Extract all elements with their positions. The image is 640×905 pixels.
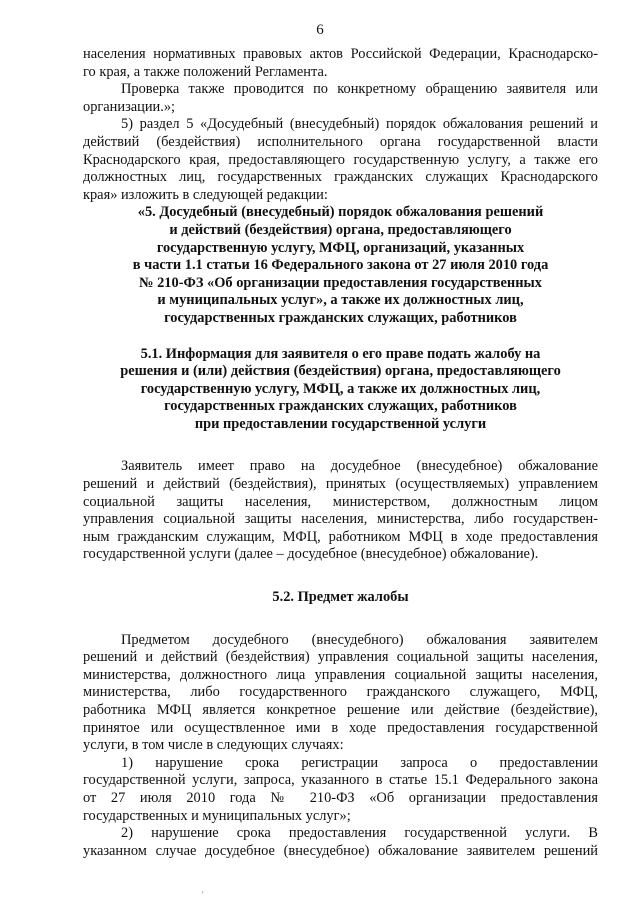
text-line: министерства, либо государственного гражданского служащего, МФЦ, [83,684,598,701]
paragraph-check [83,81,598,116]
text-line: управления социальной защиты населения, министерства, либо государствен- [83,511,598,528]
text-line: решений и действий (бездействия), принятых (осуществляемых) управлением [83,476,598,493]
text-line: должностных лиц, государственных гражданских служащих Краснодарского [83,169,598,186]
text-line: 1) нарушение срока регистрации запроса о предоставлении [121,754,598,771]
text-line: ным гражданским служащим, МФЦ, работником МФЦ в ходе предоставления [83,528,598,545]
paragraph-complaint-subject [83,632,598,755]
text-line: действий (бездействия) исполнительного органа государственной власти [83,133,598,150]
paragraph-applicant-right [83,458,598,564]
page-content [83,46,598,860]
list-item-2 [83,825,598,860]
heading-line: № 210-ФЗ «Об организации предоставления государственных [139,274,542,291]
heading-line: государственных гражданских служащих, работников [164,309,517,326]
scan-mark: ' [202,890,204,899]
text-line: работника МФЦ является конкретное решение или действие (бездействие), [83,702,598,718]
heading-line: государственных гражданских служащих, работников [164,398,517,415]
text-line: государственной услуги (далее – досудебное (внесудебное) обжалование). [83,546,539,563]
heading-line: при предоставлении государственной услуги [194,415,487,432]
page-number: 6 [316,22,324,38]
text-line: министерства, должностного лица управления социальной защиты населения, [83,666,598,683]
heading-line: и муниципальных услуг», а также их должностных лиц, [157,292,524,309]
list-item-1 [83,755,598,825]
text-line: социальной защиты населения, министерством, должностным лицом [83,493,598,510]
text-line: от 27 июля 2010 года № 210-ФЗ «Об организации предоставления [83,789,598,806]
text-line: населения нормативных правовых актов Российской Федерации, Краснодарско- [83,46,598,62]
heading-section-5 [83,204,598,327]
text-line: указанном случае досудебное (внесудебное) обжалование заявителем решений [83,842,598,859]
paragraph-section5-amendment [83,116,598,204]
paragraph-continuation [83,46,598,81]
text-line: решений и действий (бездействия) управления социальной защиты населения, [83,649,598,666]
text-line: Заявитель имеет право на досудебное (внесудебное) обжалование [121,458,598,475]
text-line: принятое или осуществленное ими в ходе предоставления государственной [83,719,598,736]
text-line: государственной услуги, запроса, указанного в статье 15.1 Федерального закона [83,772,598,789]
heading-line: 5.1. Информация для заявителя о его праве подать жалобу на [140,345,541,362]
text-line: го края, а также положений Регламента. [83,63,328,80]
text-line: Краснодарского края, предоставляющего государственную услугу, а также его [83,151,598,168]
text-line: Проверка также проводится по конкретному обращению заявителя или [121,81,598,98]
heading-section-5-2: 5.2. Предмет жалобы [272,589,409,606]
heading-line: решения и (или) действия (бездействия) органа, предоставляющего [120,363,561,380]
text-line: края» изложить в следующей редакции: [83,186,328,203]
text-line: 5) раздел 5 «Досудебный (внесудебный) порядок обжалования решений и [121,116,598,133]
heading-line: и действий (бездействия) органа, предоставляющего [169,221,512,238]
text-line: государственных и муниципальных услуг»; [83,807,351,824]
heading-line: государственную услугу, МФЦ, а также их должностных лиц, [140,380,541,397]
heading-section-5-1 [83,346,598,434]
text-line: Предметом досудебного (внесудебного) обжалования заявителем [121,631,598,648]
heading-line: государственную услугу, МФЦ, организаций, указанных [156,239,525,256]
text-line: организации.»; [83,98,176,115]
heading-line: в части 1.1 статьи 16 Федерального закона от 27 июля 2010 года [132,257,549,274]
heading-line: «5. Досудебный (внесудебный) порядок обжалования решений [137,204,544,221]
text-line: 2) нарушение срока предоставления государственной услуги. В [121,825,598,842]
text-line: услуги, в том числе в следующих случаях: [83,737,344,754]
